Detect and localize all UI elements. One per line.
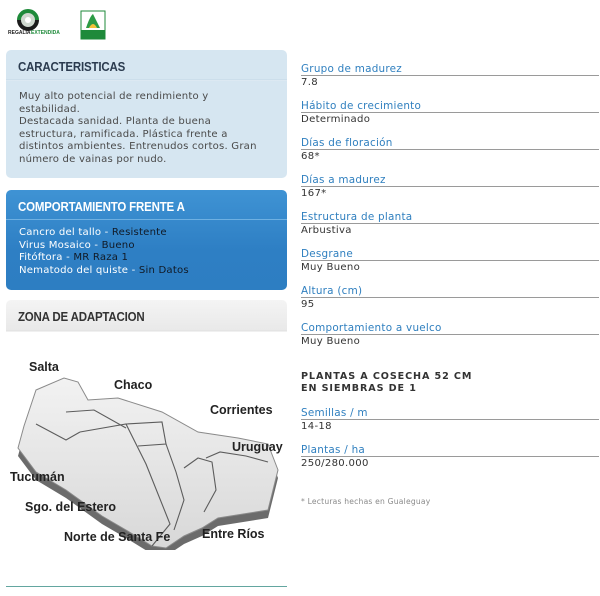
attribute-value: 95	[301, 299, 315, 310]
logo-area	[6, 8, 106, 40]
attribute-row	[301, 443, 599, 480]
attribute-value: 14-18	[301, 421, 332, 432]
attribute-row	[301, 136, 599, 173]
comportamiento-item: Virus Mosaico - Bueno	[19, 239, 135, 251]
disease-value: Sin Datos	[138, 264, 189, 276]
attribute-row	[301, 62, 599, 99]
attribute-value: 167*	[301, 188, 327, 199]
map-label-santiago-del-estero: Sgo. del Estero	[25, 500, 116, 514]
comportamiento-item: Cancro del tallo - Resistente	[19, 227, 167, 238]
caracteristicas-line: Destacada sanidad. Planta de buena	[19, 116, 212, 128]
attributes-list	[301, 62, 599, 358]
attribute-label: Plantas / ha	[301, 443, 599, 457]
adaptation-map	[6, 340, 288, 550]
caracteristicas-line: Muy alto potencial de rendimiento y	[19, 91, 209, 102]
caracteristicas-title: CARACTERISTICAS	[17, 60, 126, 74]
map-label-corrientes: Corrientes	[210, 403, 273, 417]
attribute-label: Altura (cm)	[301, 284, 599, 298]
zona-panel-header	[6, 300, 287, 330]
attribute-label: Estructura de planta	[301, 210, 599, 224]
caracteristicas-line: estructura, ramificada. Plástica frente a	[19, 128, 228, 140]
attribute-value: 68*	[301, 151, 320, 162]
bottom-divider	[6, 586, 287, 587]
attribute-row	[301, 321, 599, 358]
attribute-label: Días de floración	[301, 136, 599, 150]
attribute-label: Comportamiento a vuelco	[301, 321, 599, 335]
caracteristicas-line: estabilidad.	[19, 103, 81, 115]
panel-divider	[6, 219, 287, 220]
attribute-value: Muy Bueno	[301, 336, 361, 347]
regalia-extendida-logo	[6, 8, 70, 36]
disease-name: Virus Mosaico	[19, 239, 91, 251]
attribute-row	[301, 284, 599, 321]
caracteristicas-panel	[6, 50, 287, 178]
footnote: * Lecturas hechas en Gualeguay	[301, 497, 431, 506]
attribute-label: Días a madurez	[301, 173, 599, 187]
caracteristicas-line: número de vainas por nudo.	[19, 153, 167, 165]
map-label-entre-rios: Entre Ríos	[202, 527, 265, 541]
siembra-list	[301, 406, 599, 480]
disease-value: Resistente	[111, 227, 167, 238]
svg-text:REGALIA: REGALIA	[8, 30, 31, 36]
map-label-salta: Salta	[29, 360, 59, 374]
disease-value: MR Raza 1	[73, 252, 129, 264]
disease-value: Bueno	[101, 239, 135, 251]
comportamiento-item: Nematodo del quiste - Sin Datos	[19, 264, 189, 276]
caracteristicas-line: distintos ambientes. Entrenudos cortos. Gran	[19, 141, 257, 153]
comportamiento-panel	[6, 190, 287, 290]
disease-name: Fitóftora	[19, 252, 63, 264]
attribute-value: Arbustiva	[301, 225, 352, 236]
comportamiento-title: COMPORTAMIENTO FRENTE A	[17, 200, 185, 214]
zona-title: ZONA DE ADAPTACION	[17, 310, 145, 324]
panel-divider	[6, 330, 287, 332]
map-label-chaco: Chaco	[114, 378, 153, 392]
bioceres-badge-logo	[80, 10, 106, 40]
attribute-label: Hábito de crecimiento	[301, 99, 599, 113]
map-label-tucuman: Tucumán	[10, 470, 65, 484]
attribute-row	[301, 406, 599, 443]
attribute-label: Semillas / m	[301, 406, 599, 420]
plantas-heading	[301, 371, 481, 394]
disease-name: Nematodo del quiste	[19, 264, 129, 276]
caracteristicas-text	[6, 91, 287, 167]
attribute-row	[301, 99, 599, 136]
disease-name: Cancro del tallo	[19, 227, 102, 238]
attribute-value: Determinado	[301, 114, 371, 125]
comportamiento-list	[6, 227, 287, 277]
attribute-value: Muy Bueno	[301, 262, 361, 273]
panel-divider	[6, 79, 287, 81]
attribute-label: Desgrane	[301, 247, 599, 261]
attribute-value: 7.8	[301, 77, 318, 88]
attribute-label: Grupo de madurez	[301, 62, 599, 76]
attribute-row	[301, 247, 599, 284]
map-label-uruguay: Uruguay	[232, 440, 283, 454]
attribute-row	[301, 173, 599, 210]
svg-text:EXTENDIDA: EXTENDIDA	[31, 30, 60, 36]
comportamiento-item: Fitóftora - MR Raza 1	[19, 252, 129, 264]
attribute-row	[301, 210, 599, 247]
plantas-line: PLANTAS A COSECHA 52 CM	[301, 371, 473, 382]
plantas-line: EN SIEMBRAS DE 1	[301, 382, 417, 394]
attribute-value: 250/280.000	[301, 458, 369, 469]
map-label-norte-santa-fe: Norte de Santa Fe	[64, 530, 171, 544]
